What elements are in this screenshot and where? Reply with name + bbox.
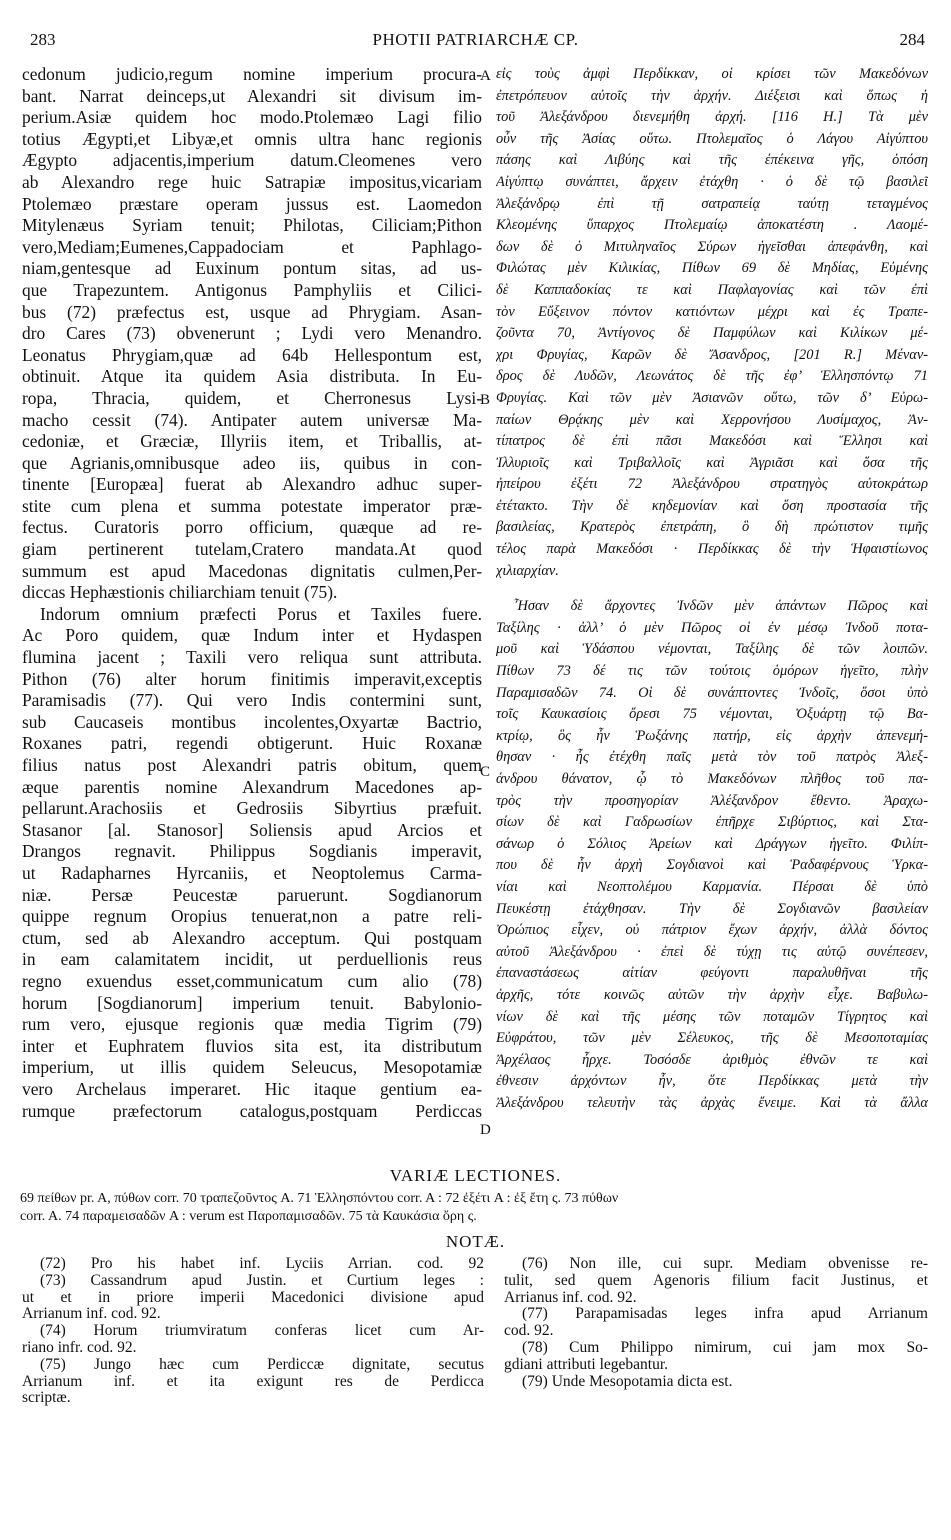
note-line: (74) Horum triumviratum conferas licet cum Ar- — [40, 1322, 484, 1340]
latin-line: perium.Asiæ quidem hoc modo.Ptolemæo Lagi filio — [22, 107, 482, 128]
greek-line: Εὐφράτου, τῶν μὲν Σέλευκος, τῆς δὲ Μεσοποταμίας — [496, 1030, 928, 1047]
greek-line: Ταξίλης · ἀλλ’ ὁ μὲν Πῶρος οἱ ἐν μέσῳ Ἰνδοῦ ποτα- — [496, 619, 928, 636]
note-line: (76) Non ille, cui supr. Mediam obvenisse re- — [522, 1255, 928, 1272]
greek-line: ἐτέτακτο. Τὴν δὲ κηδεμονίαν καὶ ὅση προστασία τῆς — [496, 497, 928, 514]
latin-line: Ptolemæo præstare operam jussus est. Laomedon — [22, 193, 482, 214]
latin-line: vero,Mediam;Eumenes,Cappadociam et Paphlago- — [22, 236, 482, 257]
margin-mark-b: B — [480, 392, 491, 408]
latin-line: Drangos regnavit. Philippus Sogdianis imperavit, — [22, 841, 482, 862]
greek-line: ἐπαναστάσεως αἰτίαν φεύγοντι παραλυθῆναι τῆς — [496, 965, 928, 982]
latin-line: Paramisadis (77). Qui vero Indis contermini sunt, — [22, 690, 482, 711]
latin-line: in eam calamitatem incidit, ut perduellionis reus — [22, 949, 482, 970]
note-line: riano infr. cod. 92. — [22, 1338, 137, 1356]
note-line: cod. 92. — [504, 1322, 554, 1340]
latin-line: fectus. Curatoris porro officium, quæque ad re- — [22, 517, 482, 538]
latin-line: stite cum plena et summa potestate imperator præ- — [22, 495, 482, 516]
greek-line: Ἦσαν δὲ ἄρχοντες Ἰνδῶν μὲν ἁπάντων Πῶρος καὶ — [514, 598, 928, 615]
greek-line: κτρίῳ, ὃς ἦν Ῥωξάνης πατήρ, εἰς ἀρχὴν ἀπενεμή- — [496, 727, 928, 744]
greek-line: αὐτοῦ Ἀλεξάνδρου · ἐπεὶ δὲ τύχῃ τις αὐτῷ συνέπεσεν, — [496, 943, 928, 960]
note-line: gdiani attributi legebantur. — [504, 1355, 668, 1373]
note-line: scriptæ. — [22, 1389, 71, 1407]
variae-line-2: corr. A. 74 παραμεισαδῶν A : verum est Παροπαμισαδῶν. 75 τὰ Καυκάσια ὄρη ς. — [20, 1209, 477, 1224]
greek-line: Αἰγύπτῳ συνάπτει, ἄρχειν ἐτάχθη · ὁ δὲ τῷ βασιλεῖ — [496, 173, 928, 190]
latin-line: que Trapezuntem. Antigonus Pamphyliis et Cilici- — [22, 279, 482, 300]
greek-column — [496, 64, 928, 1115]
latin-line: Indorum omnium præfecti Porus et Taxiles fuere. — [40, 603, 482, 624]
greek-line: Ἀρχέλαος ἦρχε. Τοσόσδε ἀριθμὸς ἐθνῶν τε καὶ — [496, 1051, 928, 1068]
variae-line-1: 69 πείθων pr. A, πύθων corr. 70 τραπεζοῦντος A. 71 Ἑλλησπόντου corr. A : 72 ἐξέτι A : ἐξ ἔτη ς. 73 πύθων — [20, 1191, 619, 1206]
margin-mark-c: C — [480, 764, 491, 780]
latin-line: Roxanes patri, regendi obtigerunt. Huic Roxanæ — [22, 733, 482, 754]
greek-line: εἰς τοὺς ἀμφὶ Περδίκκαν, οἱ κρίσει τῶν Μακεδόνων — [496, 66, 928, 82]
greek-line: σάνωρ ὁ Σόλιος Ἀρείων καὶ Δράγγων ἡγεῖτο. Φιλίπ- — [496, 835, 928, 852]
latin-line: niæ. Persæ Peucestæ paruerunt. Sogdianorum — [22, 884, 482, 905]
greek-line: νίων δὲ καὶ τῆς μέσης τῶν ποταμῶν Τίγρητος καὶ — [496, 1008, 928, 1025]
greek-line: πάσης καὶ Λιβύης καὶ τῆς ἐπέκεινα γῆς, ὁπόση — [496, 152, 928, 169]
latin-line: Ægypto adjacentis,imperium datum.Cleomenes vero — [22, 150, 482, 171]
latin-line: imperium, ut illis quidem Seleucus, Mesopotamiæ — [22, 1057, 482, 1078]
note-line: (73) Cassandrum apud Justin. et Curtium leges : — [40, 1271, 484, 1289]
latin-line: ut Radapharnes Hyrcaniis, et Neoptolemus Carma- — [22, 862, 482, 883]
note-line: Arrianum inf. et ita exigunt res de Perdicca — [22, 1372, 484, 1390]
note-line: Arrianus inf. cod. 92. — [504, 1288, 637, 1306]
greek-line: ἐθνεσιν ἀρχόντων ἦν, ὅτε Περδίκκας μετὰ τὴν — [496, 1073, 928, 1090]
latin-line: macho cessit (74). Antipater autem universæ Ma- — [22, 409, 482, 430]
latin-line: niam,gentesque ad Euxinum pontum sitas, ad us- — [22, 258, 482, 279]
latin-line: filius natus post Alexandri patris obitum, quem — [22, 755, 482, 775]
latin-line: sub Caucaseis montibus incolentes,Oxyartæ Bactrio, — [22, 711, 482, 732]
greek-line: παίων Θρᾴκης μὲν καὶ Χερρονήσου Λυσίμαχος, Ἀν- — [496, 411, 928, 428]
note-line: (72) Pro his habet inf. Lyciis Arrian. cod. 92 — [40, 1255, 484, 1272]
latin-line: æque parentis nomine Alexandrum Macedones ap- — [22, 776, 482, 797]
page-number-right: 284 — [899, 30, 925, 49]
latin-line: Stasanor [al. Stanosor] Soliensis apud Arcios et — [22, 819, 482, 840]
margin-mark-d: D — [480, 1122, 491, 1138]
greek-line: νίαι καὶ Νεοπτολέμου Καρμανία. Πέρσαι δὲ ὑπὸ — [496, 878, 928, 895]
latin-line: horum [Sogdianorum] imperium tenuit. Babylonio- — [22, 992, 482, 1013]
note-line: Arrianum inf. cod. 92. — [22, 1305, 161, 1323]
page-number-left: 283 — [30, 30, 56, 49]
latin-line: bant. Narrat deinceps,ut Alexandri sit divisum im- — [22, 85, 482, 106]
greek-line: χρι Φρυγίας, Καρῶν δὲ Ἄσανδρος, [201 R.] Μέναν- — [496, 346, 928, 363]
latin-line: tinente [Europæa] fuerat ab Alexandro adhuc super- — [22, 474, 482, 495]
greek-line: Κλεομένης ὕπαρχος Πτολεμαίῳ ἀποκατέστη . Λαομέ- — [496, 217, 928, 234]
latin-line: rum vero, ejusque regionis quæ media Tigrim (79) — [22, 1014, 482, 1035]
margin-mark-a: A — [480, 68, 491, 84]
latin-line: Mitylenæus Syriam tenuit; Philotas, Ciliciam;Pithon — [22, 215, 482, 236]
note-line: (78) Cum Philippo nimirum, cui jam mox So- — [522, 1338, 928, 1356]
greek-line: οὖν τῆς Ἀσίας οὕτω. Πτολεμαῖος ὁ Λάγου Αἰγύπτου — [496, 130, 928, 147]
note-line: (79) Unde Mesopotamia dicta est. — [522, 1372, 733, 1390]
greek-line: Ἀλεξάνδρου τελευτὴν τὰς ἀρχὰς ἔνειμε. Καὶ τὰ ἄλλα — [496, 1094, 928, 1111]
greek-line: θησαν · ἧς ἐτέχθη παῖς μετὰ τὸν τοῦ πατρὸς Ἀλεξ- — [496, 749, 928, 766]
latin-line: Leonatus Phrygiam,quæ ad 64b Hellespontum est, — [22, 344, 482, 365]
latin-line: que Agrianis,omnibusque adeo iis, quibus in con- — [22, 452, 482, 473]
latin-line: flumina jacent ; Taxili vero reliqua sunt attributa. — [22, 647, 482, 668]
greek-line: δρος δὲ Λυδῶν, Λεωνάτος δὲ τῆς ἐφ’ Ἑλλησπόντῳ 71 — [496, 368, 928, 385]
latin-line: dro Cares (73) obvenerunt ; Lydi vero Menandro. — [22, 323, 482, 344]
latin-line: diccas Hephæstionis chiliarchiam tenuit (75). — [22, 582, 338, 603]
latin-line: ab Alexandro rege huic Satrapiæ impositus,vicariam — [22, 171, 482, 192]
greek-line: Πευκέστῃ ἐτάχθησαν. Τὴν δὲ Σογδιανῶν βασιλείαν — [496, 900, 928, 917]
latin-line: Pithon (76) alter horum finitimis imperavit,exceptis — [22, 668, 482, 689]
greek-line: ἐπετρόπευον αὐτοῖς τὴν ἀρχήν. Διέξεισι καὶ ὅπως ἡ — [496, 87, 928, 104]
greek-line: δων δὲ ὁ Μιτυληναῖος Σύρων ἡγεῖσθαι ἀπεφάνθη, καὶ — [496, 238, 928, 255]
greek-line: Πίθων 73 δέ τις τῶν τούτοις ὁμόρων ἡγεῖτο, πλὴν — [496, 663, 928, 680]
greek-line: χιλιαρχίαν. — [496, 562, 559, 579]
note-line: tulit, sed quem Agenoris filium facit Justinus, et — [504, 1271, 928, 1289]
greek-line: τέλος παρὰ Μακεδόσι · Περδίκκας δὲ τὴν Ἡφαιστίωνος — [496, 541, 928, 558]
variae-title: VARIÆ LECTIONES. — [389, 1166, 562, 1185]
greek-line: τοῦ Ἀλεξάνδρου διενεμήθη ἀρχή. [116 H.] Τὰ μὲν — [496, 109, 928, 126]
latin-line: inter et Euphratem fluvios sita est, ita distributum — [22, 1035, 482, 1056]
latin-line: regno exuendus esset,communicatum cum alio (78) — [22, 970, 482, 991]
notae-title: NOTÆ. — [445, 1232, 506, 1251]
greek-line: τὸν Εὔξεινον πόντον κατιόντων μέχρι καὶ ἐς Τραπε- — [496, 303, 928, 320]
greek-line: άνδρου θάνατον, ᾧ τὸ Μακεδόνων πλῆθος τοῦ πα- — [496, 771, 928, 787]
greek-line: τοῖς Καυκασίοις ὄρεσι 75 νέμονται, Ὀξυάρτῃ τῷ Βα- — [496, 706, 928, 723]
greek-line: που δὲ ἦν ἀρχὴ Σογδιανοὶ καὶ Ῥαδαφέρνους Ὑρκα- — [496, 857, 928, 874]
latin-line: vero Archelaus imperaret. Hic itaque gentium ea- — [22, 1078, 482, 1099]
greek-line: σίων δὲ καὶ Γαδρωσίων ἐπῆρχε Σιβύρτιος, καὶ Στα- — [496, 814, 928, 831]
greek-line: ἀρχῆς, τότε κοινῶς αὐτῶν τὴν ἀρχὴν εἶχε. Βαβυλω- — [496, 986, 928, 1003]
latin-line: ropa, Thracia, quidem, et Cherronesus Lysi- — [22, 387, 482, 408]
greek-line: Ὀρώπιος εἶχεν, οὐ πάτριον ἔχων ἀρχήν, ἀλλὰ δόντος — [496, 922, 928, 939]
latin-line: rumque præfectorum catalogus,postquam Perdiccas — [22, 1100, 482, 1121]
greek-line: μοῦ καὶ Ὑδάσπου νέμονται, Ταξίλης δὲ τῶν λοιπῶν. — [496, 641, 928, 658]
latin-line: giam pertinerent tutelam,Cratero mandata.At quod — [22, 539, 482, 560]
greek-line: δὲ Καππαδοκίας τε καὶ Παφλαγονίας καὶ τῶν ἐπὶ — [496, 281, 928, 298]
greek-line: ἠπείρου ἐξέτι 72 Ἀλεξάνδρου στρατηγὸς αὐτοκράτωρ — [496, 476, 928, 493]
greek-line: Παραμισαδῶν 74. Οἱ δὲ συνάπτοντες Ἰνδοῖς, ὅσοι ὑπὸ — [496, 684, 928, 701]
greek-line: Φιλώτας μὲν Κιλικίας, Πίθων 69 δὲ Μηδίας, Εὐμένης — [496, 260, 928, 277]
greek-line: ζοῦντα 70, Ἀντίγονος δὲ Παμφύλων καὶ Κιλίκων μέ- — [496, 325, 928, 342]
greek-line: Φρυγίας. Καὶ τῶν μὲν Ἀσιανῶν οὕτω, τῶν δ’ Εὐρω- — [496, 389, 928, 406]
latin-line: cedonum judicio,regum nomine imperium procura- — [22, 64, 482, 84]
greek-line: τρὸς τὴν προσηγορίαν Ἀλέξανδρον ἔθεντο. Ἀραχω- — [496, 792, 928, 809]
running-title: PHOTII PATRIARCHÆ CP. — [372, 30, 579, 49]
latin-line: cedoniæ, et Græciæ, Illyriis item, et Triballis, at- — [22, 431, 482, 452]
latin-line: pellarunt.Arachosiis et Gedrosiis Sibyrtius præfuit. — [22, 798, 482, 819]
latin-line: obtinuit. Atque ita quidem Asia distributa. In Eu- — [22, 366, 482, 387]
notae-right — [504, 1256, 928, 1390]
latin-line: ctum, sed ab Alexandro acceptum. Qui postquam — [22, 927, 482, 948]
greek-line: τίπατρος δὲ ἐπὶ πᾶσι Μακεδόσι καὶ Ἕλλησι καὶ — [496, 433, 928, 450]
latin-line: summum est apud Macedonas dignitatis culmen,Per- — [22, 560, 482, 581]
note-line: ut et in priore imperii Macedonici divisione apud — [22, 1288, 484, 1306]
notae-left — [22, 1256, 484, 1407]
latin-line: totius Ægypti,et Libyæ,et omnis ultra hanc regionis — [22, 128, 482, 149]
latin-line: quippe regnum Oropius tenuerat,non a patre reli- — [22, 906, 482, 927]
note-line: (75) Jungo hæc cum Perdiccæ dignitate, secutus — [40, 1355, 484, 1373]
latin-line: Ac Poro quidem, quæ Indum inter et Hydaspen — [22, 625, 482, 646]
greek-line: Ἰλλυριοῖς καὶ Τριβαλλοῖς καὶ Ἀγριᾶσι καὶ ὅσα τῆς — [496, 454, 928, 471]
greek-line: βασιλείας, Κρατερὸς ἐπετράπη, ὃ δὴ πρώτιστον τιμῆς — [496, 519, 928, 536]
latin-column — [22, 64, 482, 1122]
latin-line: bus (72) præfectus est, usque ad Phrygiam. Asan- — [22, 301, 482, 322]
running-header — [0, 30, 951, 56]
note-line: (77) Parapamisadas leges infra apud Arrianum — [522, 1305, 928, 1323]
greek-line: Ἀλεξάνδρῳ ἐπὶ τῇ σατραπείᾳ ταύτῃ τεταγμένος — [496, 195, 928, 212]
